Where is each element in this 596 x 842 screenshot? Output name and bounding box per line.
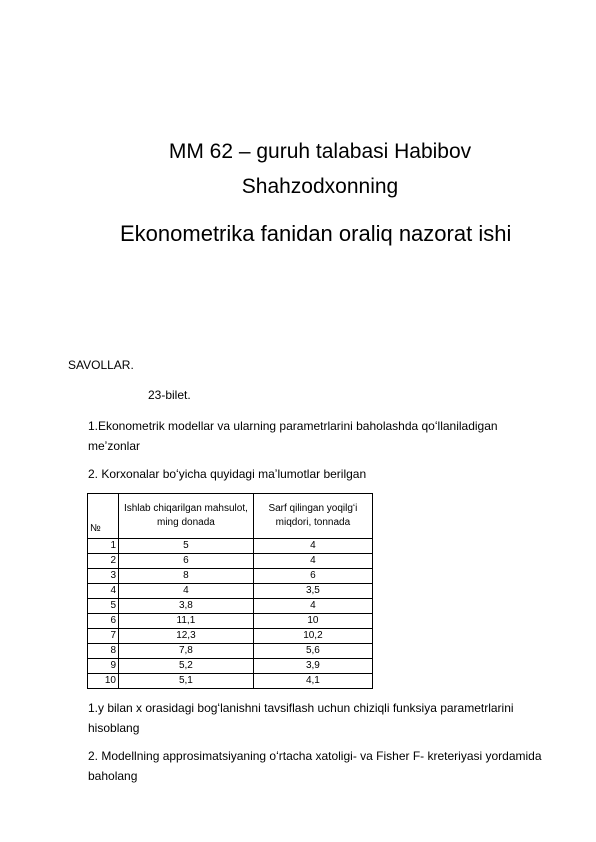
ticket-number: 23-bilet. [148,388,191,402]
question-2: 2. Korxonalar boʻyicha quyidagi maʼlumotlar berilgan [88,467,367,481]
cell-production: 3,8 [119,599,254,614]
cell-fuel: 10,2 [253,629,372,644]
cell-fuel: 4,1 [253,674,372,689]
cell-fuel: 6 [253,569,372,584]
cell-number: 7 [88,629,119,644]
table-header-row [88,494,373,539]
column-header-number: № [88,494,119,539]
cell-production: 12,3 [119,629,254,644]
task-1: 1.y bilan x orasidagi bogʻlanishni tavsiflash uchun chiziqli funksiya parametrlarini hisoblang [88,701,514,735]
table-row [88,584,373,599]
question-1: 1.Ekonometrik modellar va ularning parametrlarini baholashda qoʻllaniladigan meʼzonlar [88,419,498,453]
title-line-3: Ekonometrika fanidan oraliq nazorat ishi [120,221,512,246]
column-header-fuel: Sarf qilingan yoqilgʻi miqdori, tonnada [253,494,372,539]
cell-fuel: 5,6 [253,644,372,659]
task-2: 2. Modellning approsimatsiyaning oʻrtacha xatoligi- va Fisher F- kreteriyasi yordamida baholang [88,749,542,783]
table-row [88,539,373,554]
title-line-2: Shahzodxonning [241,175,399,198]
cell-number: 3 [88,569,119,584]
cell-production: 4 [119,584,254,599]
title-line-1: MM 62 – guruh talabasi Habibov [168,140,472,163]
cell-production: 5 [119,539,254,554]
table-row [88,554,373,569]
cell-production: 8 [119,569,254,584]
cell-fuel: 4 [253,554,372,569]
cell-production: 5,2 [119,659,254,674]
cell-fuel: 3,5 [253,584,372,599]
cell-number: 5 [88,599,119,614]
cell-fuel: 4 [253,539,372,554]
cell-number: 1 [88,539,119,554]
cell-number: 8 [88,644,119,659]
table-row [88,569,373,584]
section-label: SAVOLLAR. [68,358,134,372]
table-row [88,674,373,689]
cell-number: 4 [88,584,119,599]
column-header-production: Ishlab chiqarilgan mahsulot, ming donada [119,494,254,539]
cell-number: 9 [88,659,119,674]
cell-fuel: 10 [253,614,372,629]
cell-production: 5,1 [119,674,254,689]
cell-production: 6 [119,554,254,569]
table-row [88,659,373,674]
table-row [88,599,373,614]
cell-production: 7,8 [119,644,254,659]
cell-number: 2 [88,554,119,569]
data-table [87,493,373,689]
table-row [88,614,373,629]
cell-fuel: 3,9 [253,659,372,674]
cell-production: 11,1 [119,614,254,629]
cell-number: 10 [88,674,119,689]
table-row [88,629,373,644]
table-row [88,644,373,659]
cell-fuel: 4 [253,599,372,614]
cell-number: 6 [88,614,119,629]
